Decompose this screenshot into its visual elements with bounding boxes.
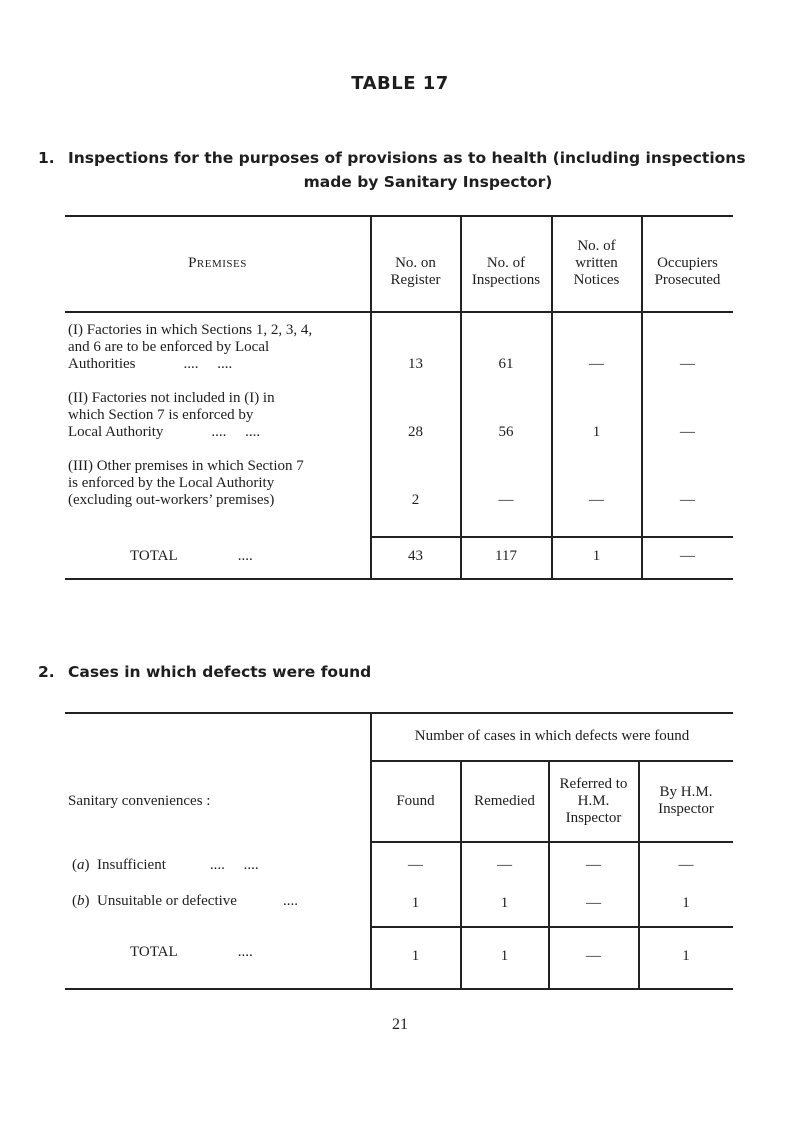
table1-bottom-rule: [65, 578, 733, 580]
total2-remedied: 1: [500, 948, 509, 964]
header-prosecuted: [642, 255, 733, 289]
header-premises: Premises: [188, 255, 247, 271]
section2-title: Cases in which defects were found: [68, 663, 372, 681]
row2-notices: 1: [592, 424, 601, 440]
row1-line3-text: Authorities: [68, 356, 136, 372]
header-prosecuted-line2: Prosecuted: [654, 272, 721, 288]
total2-label-text: TOTAL: [130, 944, 178, 960]
row-a-marker: a: [77, 857, 85, 873]
section1-title-line1: Inspections for the purposes of provisions as to health (including inspections: [68, 149, 746, 167]
row2-line3-text: Local Authority: [68, 424, 164, 440]
header-referred-line2: H.M.: [577, 793, 610, 809]
total2-by-hm: 1: [682, 948, 690, 964]
header-by-hm-line1: By H.M.: [659, 784, 713, 800]
header-sanitary-conveniences: Sanitary conveniences :: [68, 793, 211, 809]
section2-number: 2.: [38, 663, 55, 681]
header-notices: [552, 238, 641, 289]
header-notices-line1: No. of: [577, 238, 616, 254]
table2-total-rule: [370, 926, 733, 928]
section1-title-line2-text: made by Sanitary Inspector): [303, 173, 553, 191]
row3-inspections: —: [498, 492, 514, 508]
header-register-line1: No. on: [395, 255, 436, 271]
total1-label-text: TOTAL: [130, 548, 178, 564]
header-referred-line1: Referred to: [559, 776, 628, 792]
header-notices-line2: written: [575, 255, 618, 271]
total1-register: 43: [408, 548, 423, 564]
header-remedied: Remedied: [474, 793, 535, 809]
row3-line3: (excluding out-workers’ premises): [68, 492, 275, 508]
header-referred-line3: Inspector: [565, 810, 622, 826]
row-a-leader: .... ....: [209, 857, 259, 873]
row1-inspections: 61: [498, 356, 514, 372]
header-number-of-cases: Number of cases in which defects were found: [414, 728, 690, 744]
table2-top-rule: [65, 712, 733, 714]
total1-notices: 1: [592, 548, 601, 564]
total1-inspections: 117: [495, 548, 517, 564]
section1-title-line2: [68, 170, 788, 194]
total1-leader: ....: [237, 548, 253, 564]
row-b-marker: b: [77, 893, 85, 909]
row2-line1: (II) Factories not included in (I) in: [68, 390, 275, 406]
row1-notices: —: [589, 356, 604, 372]
row1-leader: .... ....: [183, 356, 233, 372]
row1-line3: [68, 356, 366, 373]
table-title: TABLE 17: [351, 73, 449, 94]
header-register-line2: Register: [390, 272, 441, 288]
total2-found: 1: [411, 948, 420, 964]
total1-prosecuted: —: [680, 548, 695, 564]
row1-prosecuted: —: [680, 356, 695, 372]
row2-line3: [68, 424, 366, 441]
row-b-label: Unsuitable or defective: [97, 893, 237, 909]
row3-register: 2: [411, 492, 420, 508]
row-b-remedied: 1: [500, 895, 509, 911]
row3-prosecuted: —: [680, 492, 695, 508]
header-inspections-line1: No. of: [486, 255, 526, 271]
total2-leader: ....: [237, 944, 253, 960]
header-notices-line3: Notices: [573, 272, 620, 288]
table-row-label: (a) Insufficient .... ....: [72, 857, 259, 873]
table1-header-rule: [65, 311, 733, 313]
row-b-referred: —: [586, 895, 601, 911]
table-row-premises: [68, 458, 366, 509]
table2-header-rule: [370, 841, 733, 843]
header-found: Found: [396, 793, 435, 809]
table1-total-label: [130, 548, 366, 565]
row-a-by-hm: —: [678, 857, 694, 873]
table-row-label: (b) Unsuitable or defective ....: [72, 893, 298, 909]
header-register: [371, 255, 460, 289]
header-referred: [549, 776, 638, 827]
header-inspections: [461, 255, 551, 289]
row3-notices: —: [589, 492, 604, 508]
row-a-found: —: [408, 857, 423, 873]
header-inspections-line2: Inspections: [471, 272, 541, 288]
table1-top-rule: [65, 215, 733, 217]
row-a-remedied: —: [497, 857, 512, 873]
row2-prosecuted: —: [680, 424, 695, 440]
row-a-referred: —: [586, 857, 601, 873]
page-number: 21: [392, 1016, 408, 1033]
header-by-hm-inspector: [639, 784, 733, 818]
row2-inspections: 56: [498, 424, 514, 440]
table-row-premises: [68, 390, 366, 441]
table2-total-label: [130, 944, 366, 961]
total2-referred: —: [586, 948, 601, 964]
header-prosecuted-line1: Occupiers: [657, 255, 718, 271]
row3-line1: (III) Other premises in which Section 7: [68, 458, 304, 474]
row-b-found: 1: [411, 895, 420, 911]
section1-number: 1.: [38, 149, 55, 167]
row-b-by-hm: 1: [682, 895, 690, 911]
row2-leader: .... ....: [211, 424, 261, 440]
table-row-premises: [68, 322, 366, 373]
header-by-hm-line2: Inspector: [658, 801, 714, 817]
row1-line1: (I) Factories in which Sections 1, 2, 3, 4,: [68, 322, 313, 338]
row2-line2: which Section 7 is enforced by: [68, 407, 254, 423]
row-a-label: Insufficient: [97, 857, 166, 873]
row3-line2: is enforced by the Local Authority: [68, 475, 275, 491]
row1-register: 13: [408, 356, 423, 372]
table2-group-rule: [370, 760, 733, 762]
row1-line2: and 6 are to be enforced by Local: [68, 339, 270, 355]
row-b-leader: ....: [282, 893, 298, 909]
table2-bottom-rule: [65, 988, 733, 990]
row2-register: 28: [408, 424, 423, 440]
